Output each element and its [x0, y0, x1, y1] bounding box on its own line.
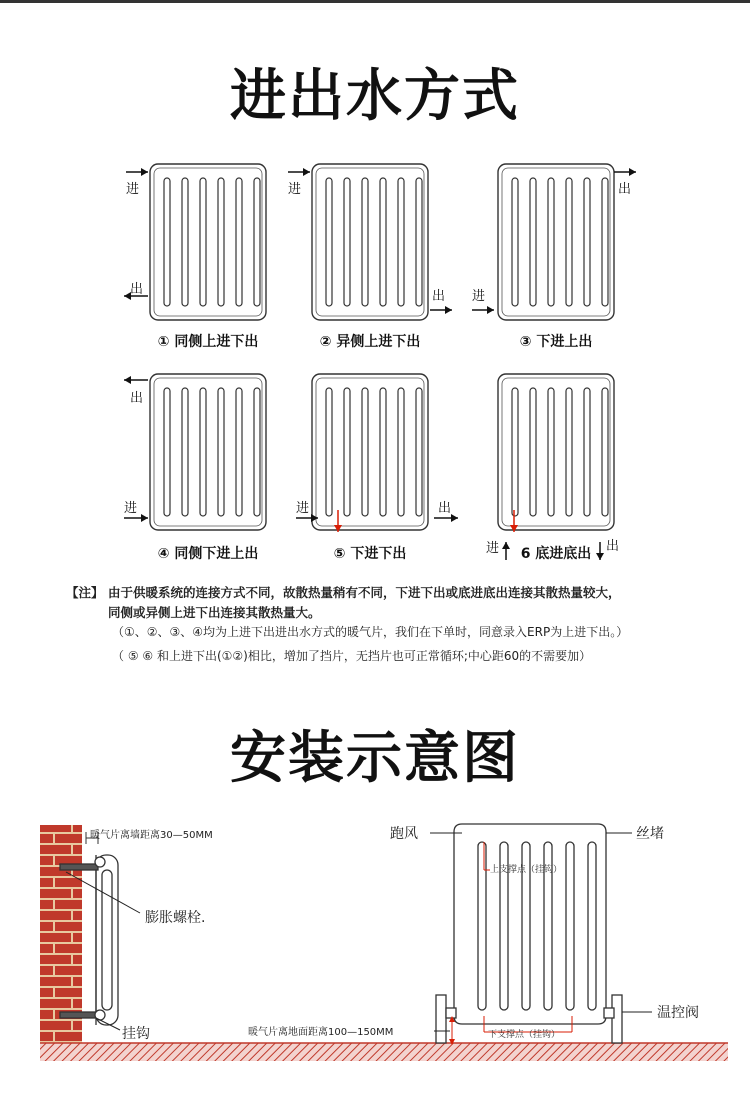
- caption-method-4: ④ 同侧下进上出: [157, 546, 259, 562]
- inlet-arrow-3: [472, 306, 494, 314]
- label-floor-distance: 暖气片离地面距离100—150MM: [248, 1027, 394, 1038]
- outlet-label-3: 出: [618, 182, 632, 197]
- outlet-arrow-6: [596, 542, 604, 560]
- outlet-label-6: 出: [606, 539, 620, 554]
- radiator-method-5: [312, 374, 428, 530]
- label-wall-distance: 暖气片离墙距离30—50MM: [90, 830, 213, 841]
- outlet-label-1: 出: [130, 282, 144, 297]
- outlet-label-4: 出: [130, 391, 144, 406]
- outlet-label-2: 出: [432, 289, 446, 304]
- radiator-method-1: [150, 164, 266, 320]
- inlet-label-5: 进: [296, 501, 310, 516]
- caption-method-6: 6 底进底出: [520, 546, 592, 562]
- caption-method-1: ① 同侧上进下出: [157, 334, 259, 350]
- outlet-label-5: 出: [438, 501, 452, 516]
- inlet-label-2: 进: [288, 182, 302, 197]
- section-title-installation: 安装示意图: [230, 726, 520, 791]
- note-line-1: 由于供暖系统的连接方式不同，故散热量稍有不同，下进下出或底进底出连接其散热量较大，: [108, 585, 621, 600]
- inlet-label-4: 进: [124, 501, 138, 516]
- outlet-arrow-3: [614, 168, 636, 176]
- inlet-arrow-6: [502, 542, 510, 560]
- radiator-method-2: [312, 164, 428, 320]
- label-hook: 挂钩: [122, 1026, 150, 1042]
- note-line-3: （①、②、③、④均为上进下出进出水方式的暖气片，我们在下单时，同意录入ERP为上进下出。）: [112, 625, 629, 639]
- caption-method-2: ② 异侧上进下出: [319, 334, 421, 350]
- radiator-method-4: [150, 374, 266, 530]
- label-thermostat-valve: 温控阀: [657, 1005, 699, 1021]
- caption-method-3: ③ 下进上出: [519, 334, 593, 350]
- label-expansion-bolt: 膨胀螺栓.: [145, 910, 206, 926]
- inlet-label-3: 进: [472, 289, 486, 304]
- section-title-connection: 进出水方式: [230, 64, 520, 129]
- outlet-arrow-2: [430, 306, 452, 314]
- label-plug: 丝堵: [636, 826, 664, 842]
- inlet-label-1: 进: [126, 182, 140, 197]
- caption-method-5: ⑤ 下进下出: [333, 546, 407, 562]
- ground-floor: [40, 1043, 728, 1061]
- front-view-radiator: [436, 824, 622, 1043]
- inlet-label-6: 进: [486, 541, 500, 556]
- label-upper-support: 上支撑点（挂钩）: [490, 865, 563, 875]
- note-line-2: 同侧或异侧上进下出连接其散热量大。: [108, 605, 321, 620]
- radiator-method-3: [498, 164, 614, 320]
- radiator-method-6: [498, 374, 614, 530]
- outlet-arrow-4: [124, 376, 148, 384]
- installation-diagram: [0, 800, 750, 1100]
- note-label: 【注】: [66, 585, 104, 600]
- note-line-4: （ ⑤ ⑥ 和上进下出(①②)相比，增加了挡片，无挡片也可正常循环;中心距60的不需要加）: [112, 649, 592, 663]
- inlet-arrow-2: [288, 168, 310, 176]
- label-air-vent: 跑风: [390, 826, 418, 842]
- inlet-arrow-1: [126, 168, 148, 176]
- label-lower-support: 下支撑点（挂钩）: [488, 1030, 561, 1040]
